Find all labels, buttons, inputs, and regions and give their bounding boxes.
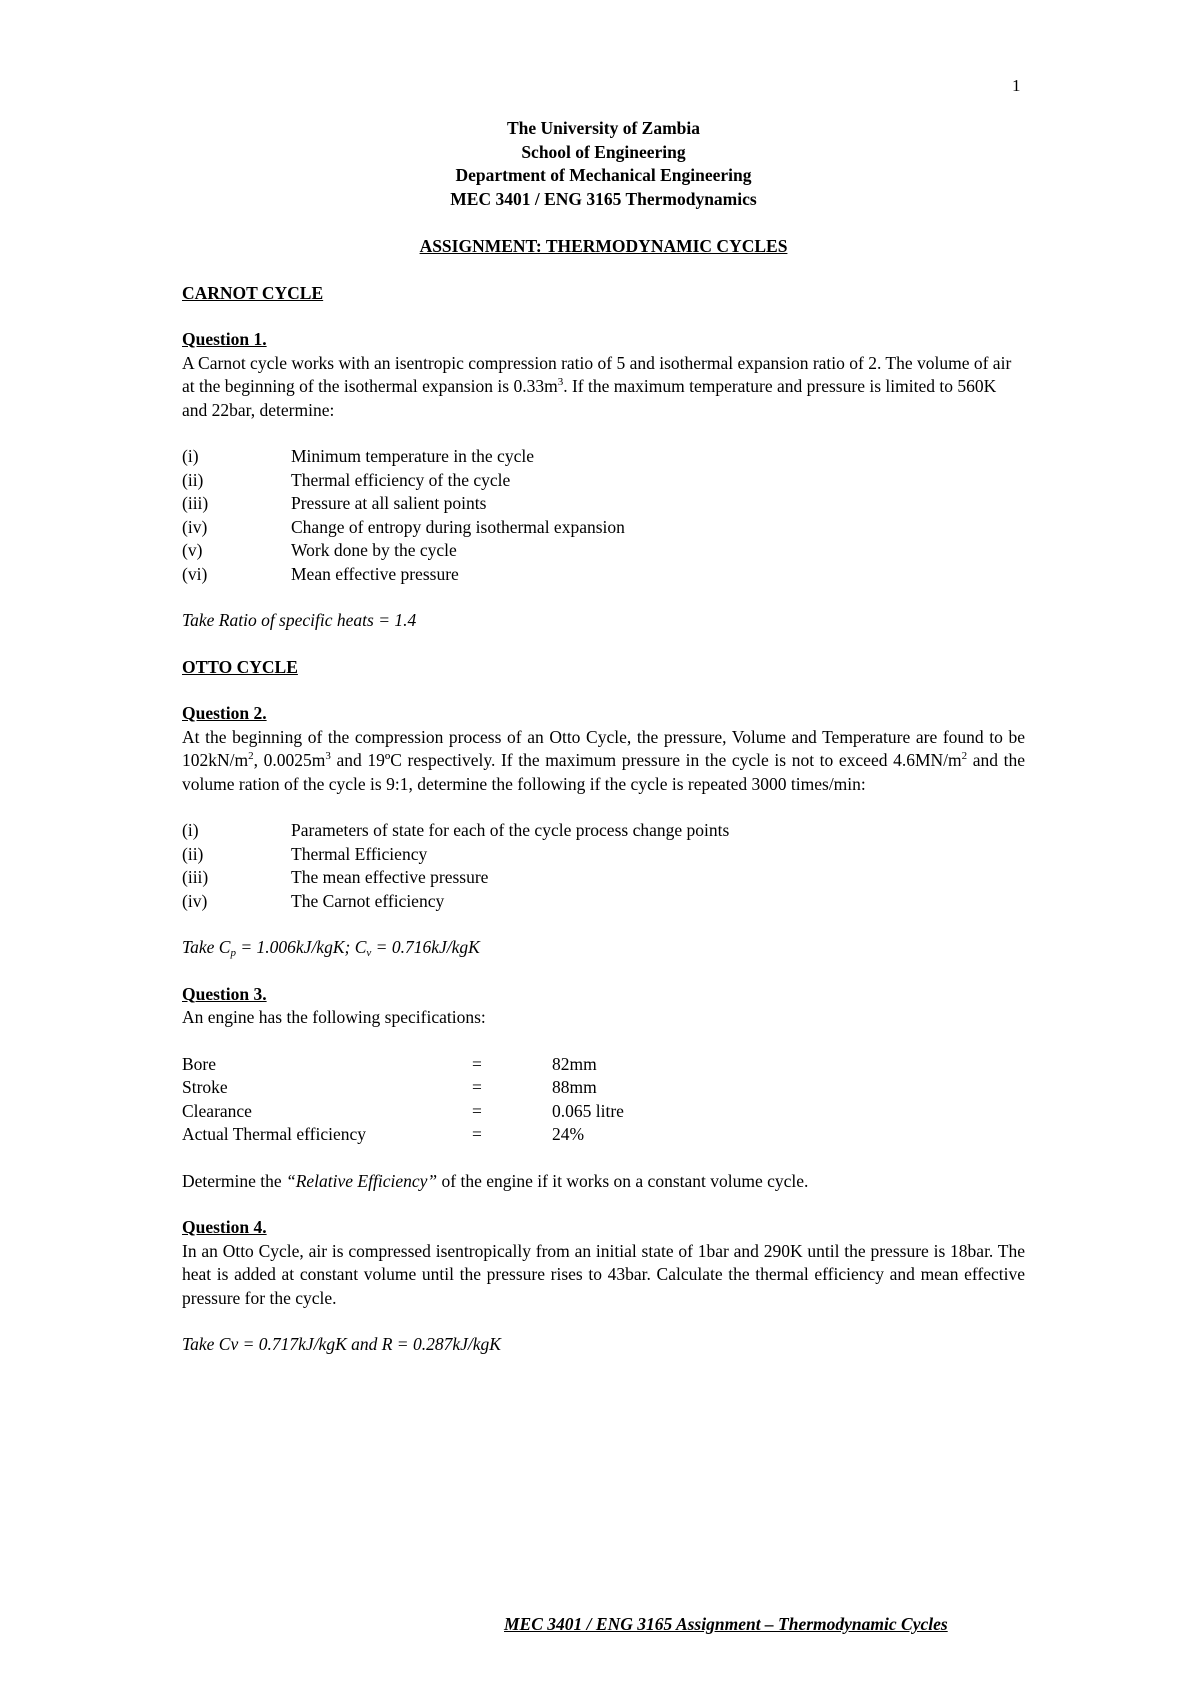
list-item: (iv) The Carnot efficiency bbox=[182, 890, 445, 911]
assignment-title: ASSIGNMENT: THERMODYNAMIC CYCLES bbox=[419, 236, 788, 256]
question-3-determine: Determine the “Relative Efficiency” of the engine if it works on a constant volume cycle. bbox=[182, 1170, 809, 1191]
page-number: 1 bbox=[1012, 76, 1021, 95]
school-name: School of Engineering bbox=[521, 141, 686, 162]
university-name: The University of Zambia bbox=[507, 118, 700, 138]
section-title-carnot: CARNOT CYCLE bbox=[182, 282, 324, 303]
question-3-intro: An engine has the following specifications: bbox=[182, 1007, 486, 1027]
page-footer: MEC 3401 / ENG 3165 Assignment – Thermodynamic Cycles bbox=[504, 1614, 948, 1634]
document-body bbox=[182, 117, 1025, 1357]
section-title-otto: OTTO CYCLE bbox=[182, 656, 298, 677]
list-item: (ii) Thermal efficiency of the cycle bbox=[182, 469, 511, 490]
document-header bbox=[182, 117, 1025, 211]
course-title: MEC 3401 / ENG 3165 Thermodynamics bbox=[450, 188, 757, 209]
question-4-note: Take Cv = 0.717kJ/kgK and R = 0.287kJ/kgK bbox=[182, 1334, 501, 1354]
table-row: Actual Thermal efficiency = 24% bbox=[182, 1124, 585, 1144]
list-item: (iii) The mean effective pressure bbox=[182, 867, 489, 887]
question-4-title: Question 4. bbox=[182, 1217, 267, 1237]
question-2-list bbox=[182, 819, 1025, 913]
question-2-text: At the beginning of the compression process of an Otto Cycle, the pressure, Volume and Temperature are found to be $102kN/m^2$, $0.0025m^3$ and 19ºC respectively. If the maximum pressure in the cycle is not to exceed $4.6MN/m^2$ and the volume ration of the cycle is 9:1, determine the following if the cycle is repeated 3000 times/min: bbox=[182, 726, 1025, 794]
question-3-title: Question 3. bbox=[182, 983, 267, 1004]
list-item: (iii) Pressure at all salient points bbox=[182, 493, 487, 513]
question-4-text: In an Otto Cycle, air is compressed isentropically from an initial state of 1bar and 290K until the pressure is 18bar. The heat is added at constant volume until the pressure rises to 43bar. Calculate the thermal efficiency and mean effective pressure for the cycle. bbox=[182, 1240, 1025, 1308]
table-row: Clearance = 0.065 litre bbox=[182, 1100, 624, 1121]
question-1-text: A Carnot cycle works with an isentropic compression ratio of 5 and isothermal expansion ratio of 2. The volume of air at the beginning of the isothermal expansion is $0.33m^3$. If the maximum temperature and pressure is limited to 560K and 22bar, determine: bbox=[182, 352, 1012, 420]
list-item: (v) Work done by the cycle bbox=[182, 540, 457, 560]
table-row: Bore = 82mm bbox=[182, 1053, 597, 1074]
list-item: (ii) Thermal Efficiency bbox=[182, 843, 428, 864]
question-2-note: Take $C_p = 1.006kJ/kgK$; $C_v = 0.716kJ/kgK$ bbox=[182, 937, 480, 959]
table-row: Stroke = 88mm bbox=[182, 1077, 597, 1097]
question-2-title: Question 2. bbox=[182, 703, 267, 723]
question-1-note: Take Ratio of specific heats = 1.4 bbox=[182, 610, 417, 630]
list-item: (vi) Mean effective pressure bbox=[182, 563, 459, 584]
engine-specs-table bbox=[182, 1053, 1025, 1147]
list-item: (i) Parameters of state for each of the cycle process change points bbox=[182, 820, 730, 840]
list-item: (iv) Change of entropy during isothermal expansion bbox=[182, 516, 625, 537]
department-name: Department of Mechanical Engineering bbox=[455, 165, 752, 185]
question-1-title: Question 1. bbox=[182, 329, 267, 349]
list-item: (i) Minimum temperature in the cycle bbox=[182, 446, 534, 466]
question-1-list bbox=[182, 445, 1025, 586]
